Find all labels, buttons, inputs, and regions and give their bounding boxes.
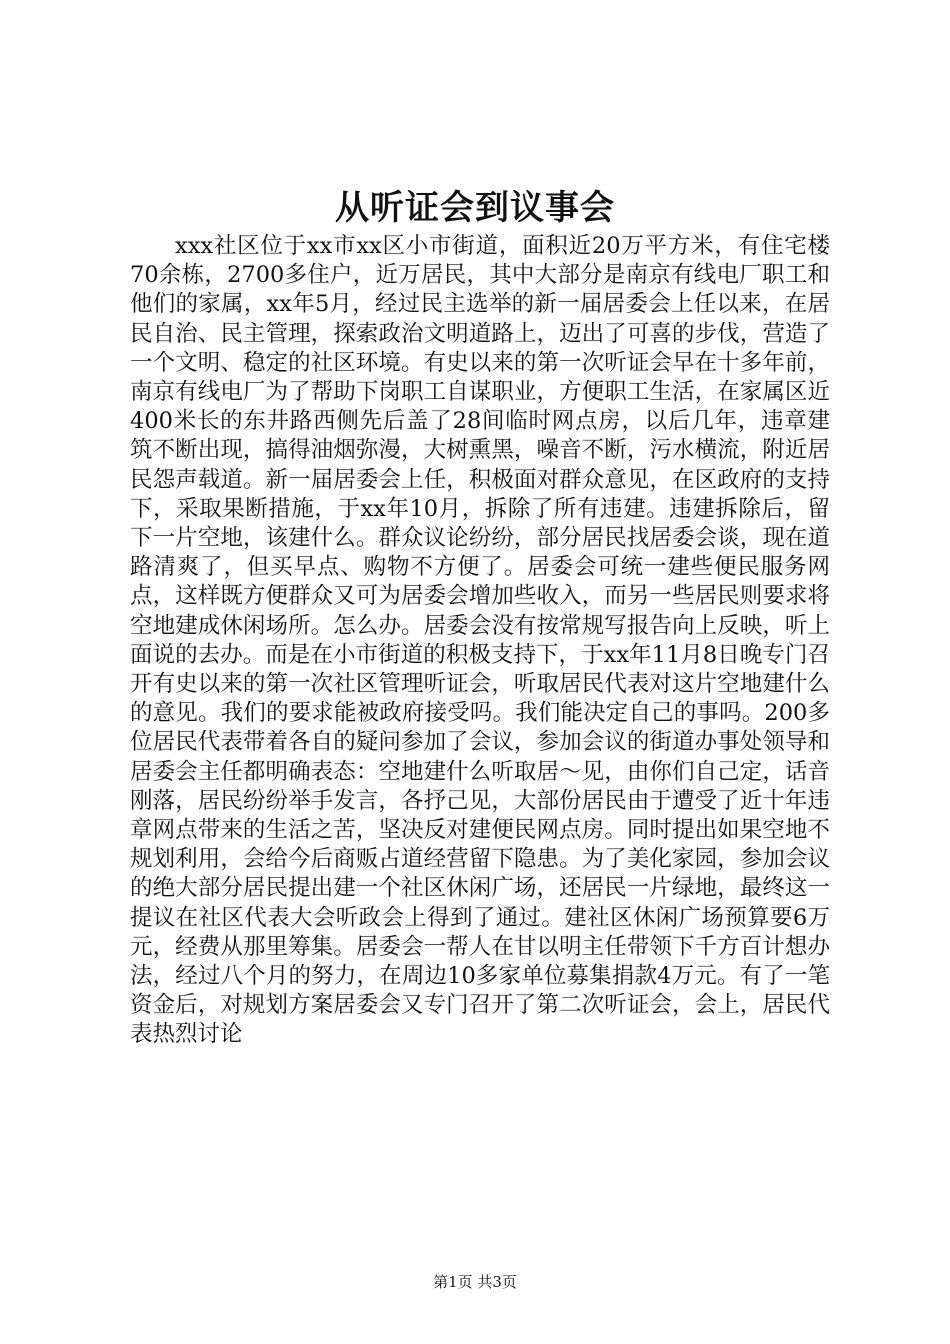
document-title: 从听证会到议事会: [335, 188, 615, 228]
document-body-paragraph: xxx社区位于xx市xx区小市街道，面积近20万平方米，有住宅楼70余栋，2700多住户，近万居民，其中大部分是南京有线电厂职工和他们的家属，xx年5月，经过民主选举的新一届居委会上任以来，在居民自治、民主管理，探索政治文明道路上，迈出了可喜的步伐，营造了一个文明、稳定的社区环境。有史以来的第一次听证会早在十多年前，南京有线电厂为了帮助下岗职工自谋职业，方便职工生活，在家属区近400米长的东井路西侧先后盖了28间临时网点房，以后几年，违章建筑不断出现，搞得油烟弥漫，大树熏黑，噪音不断，污水横流，附近居民怨声载道。新一届居委会上任，积极面对群众意见，在区政府的支持下，采取果断措施，于xx年10月，拆除了所有违建。违建拆除后，留下一片空地，该建什么。群众议论纷纷，部分居民找居委会谈，现在道路清爽了，但买早点、购物不方便了。居委会可统一建些便民服务网点，这样既方便群众又可为居委会增加些收入，而另一些居民则要求将空地建成休闲场所。怎么办。居委会没有按常规写报告向上反映，听上面说的去办。而是在小市街道的积极支持下，于xx年11月8日晚专门召开有史以来的第一次社区管理听证会，听取居民代表对这片空地建什么的意见。我们的要求能被政府接受吗。我们能决定自己的事吗。200多位居民代表带着各自的疑问参加了会议，参加会议的街道办事处领导和居委会主任都明确表态：空地建什么听取居～见，由你们自己定，话音刚落，居民纷纷举手发言，各抒己见，大部份居民由于遭受了近十年违章网点带来的生活之苦，坚决反对建便民网点房。同时提出如果空地不规划利用，会给今后商贩占道经营留下隐患。为了美化家园，参加会议的绝大部分居民提出建一个社区休闲广场，还居民一片绿地，最终这一提议在社区代表大会听政会上得到了通过。建社区休闲广场预算要6万元，经费从那里筹集。居委会一帮人在甘以明主任带领下千方百计想办法，经过八个月的努力，在周边10多家单位募集捐款4万元。有了一笔资金后，对规划方案居委会又专门召开了第二次听证会，会上，居民代表热烈讨论: [130, 233, 830, 1048]
page-footer: 第1页 共3页: [433, 1273, 517, 1291]
